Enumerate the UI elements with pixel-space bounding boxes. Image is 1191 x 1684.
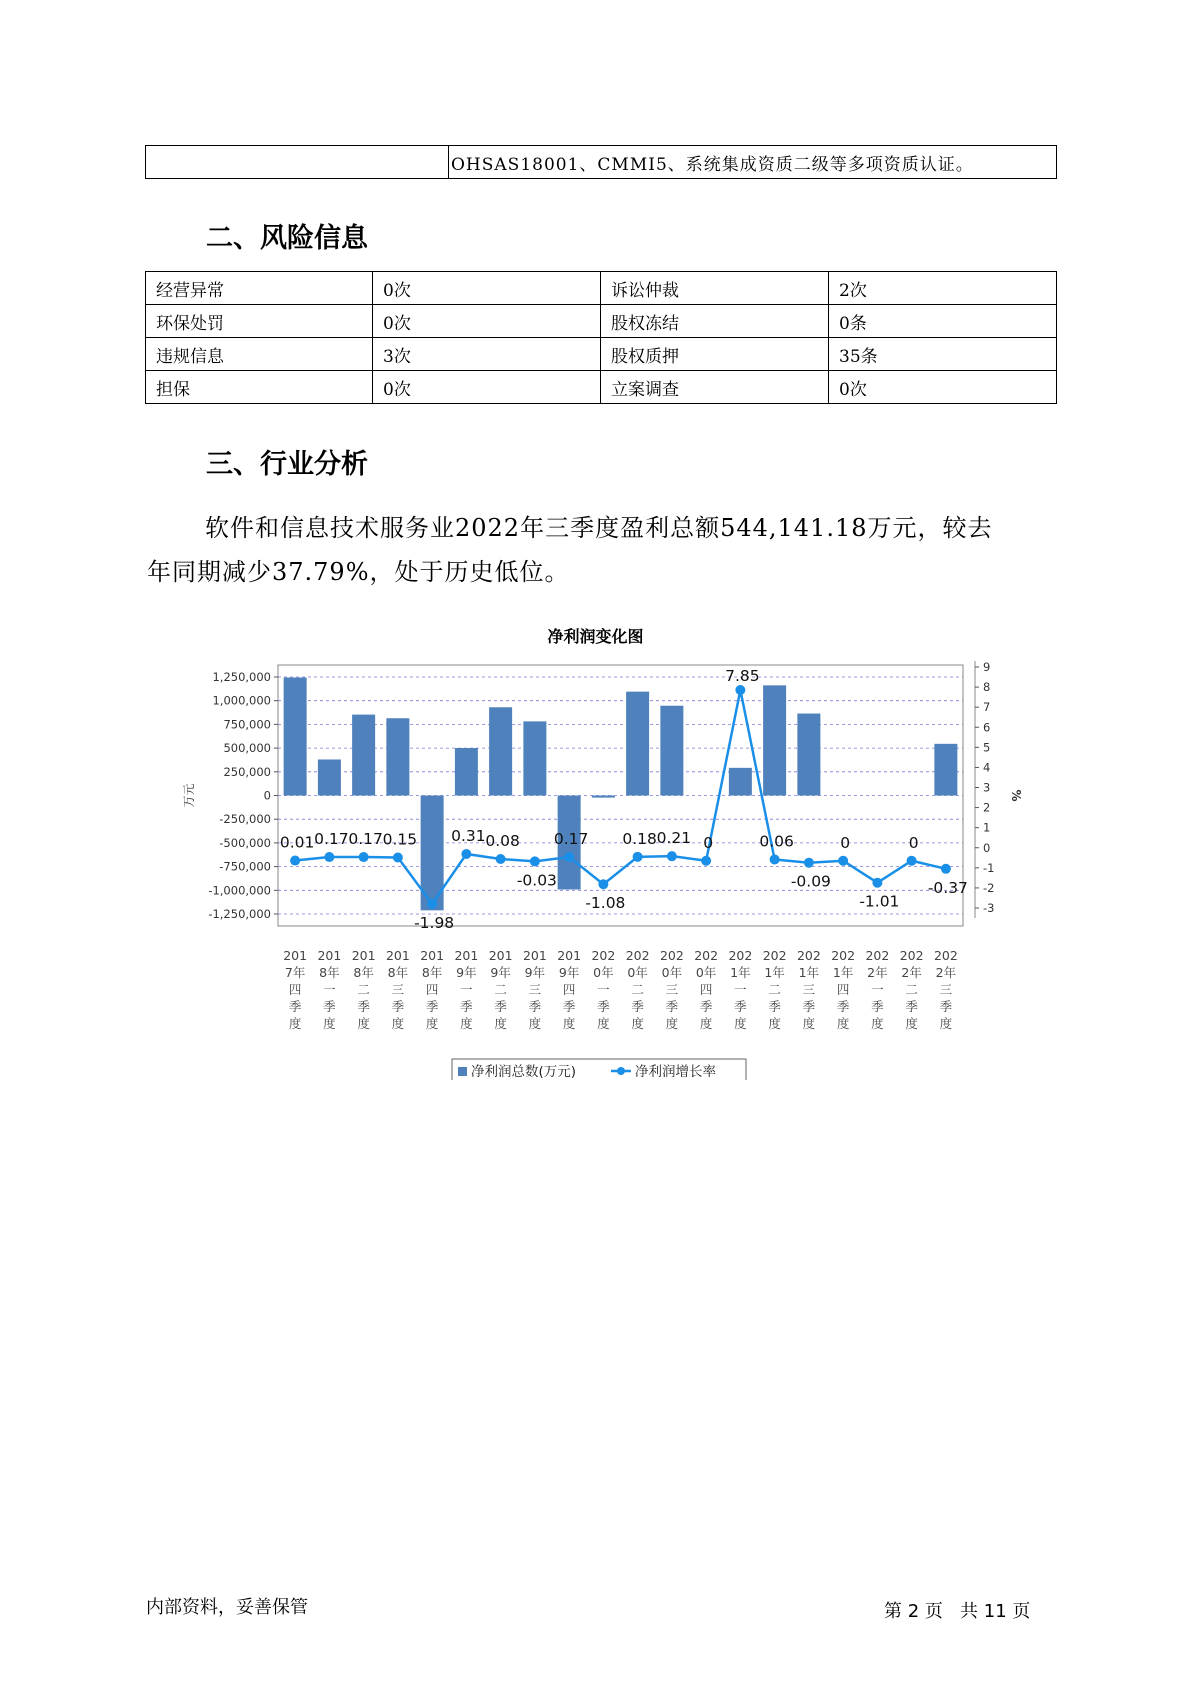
y2-tick-label: 7 — [983, 700, 991, 715]
data-label: 0.17 — [348, 830, 383, 849]
y-tick-label: 500,000 — [223, 741, 271, 756]
data-label: 0 — [840, 833, 851, 852]
x-tick-label: 2年 — [901, 965, 922, 980]
growth-point — [530, 856, 540, 866]
x-tick-label: 季 — [734, 999, 747, 1014]
legend-bar-swatch — [458, 1067, 467, 1076]
analysis-paragraph-line2: 年同期减少37.79%，处于历史低位。 — [147, 558, 570, 586]
x-tick-label: 度 — [905, 1016, 918, 1031]
growth-point — [359, 852, 369, 862]
x-tick-label: 202 — [728, 948, 753, 963]
x-tick-label: 度 — [357, 1016, 370, 1031]
x-tick-label: 202 — [762, 948, 787, 963]
x-tick-label: 季 — [597, 999, 610, 1014]
x-tick-label: 一 — [460, 982, 473, 997]
bar — [284, 678, 307, 796]
growth-point — [324, 852, 334, 862]
risk-row — [146, 272, 1057, 305]
y-tick-label: 250,000 — [223, 764, 271, 779]
x-tick-label: 8年 — [319, 965, 340, 980]
data-label: 0.18 — [622, 829, 657, 848]
y-tick-label: 0 — [263, 788, 271, 803]
x-tick-label: 9年 — [490, 965, 511, 980]
x-tick-label: 度 — [939, 1016, 953, 1031]
growth-point — [872, 878, 882, 888]
risk-row — [146, 371, 1057, 404]
bar — [934, 744, 957, 796]
data-label: 0.31 — [451, 827, 486, 846]
x-tick-label: 四 — [836, 982, 850, 997]
data-label: 0.01 — [279, 833, 315, 852]
bar — [489, 707, 512, 795]
x-tick-label: 三 — [528, 982, 542, 997]
data-label: -0.37 — [927, 878, 968, 897]
x-tick-label: 季 — [699, 999, 713, 1014]
x-tick-label: 0年 — [593, 965, 614, 980]
x-tick-label: 度 — [768, 1016, 781, 1031]
x-tick-label: 0年 — [661, 965, 683, 980]
x-tick-label: 度 — [494, 1016, 507, 1031]
x-tick-label: 季 — [528, 999, 542, 1014]
x-tick-label: 一 — [871, 982, 884, 997]
x-tick-label: 1年 — [730, 965, 751, 980]
top-table — [145, 145, 1057, 179]
x-tick-label: 8年 — [353, 965, 374, 980]
legend-line-label: 净利润增长率 — [635, 1064, 716, 1080]
x-tick-label: 一 — [597, 982, 610, 997]
analysis-paragraph-line1: 软件和信息技术服务业2022年三季度盈利总额544,141.18万元，较去 — [205, 514, 993, 542]
x-tick-label: 7年 — [284, 965, 306, 980]
growth-point — [598, 879, 608, 889]
x-tick-label: 201 — [420, 948, 445, 963]
growth-point — [804, 858, 814, 868]
x-tick-label: 季 — [425, 999, 439, 1014]
risk-label: 担保 — [146, 371, 373, 404]
top-table-right-cell: OHSAS18001、CMMI5、系统集成资质二级等多项资质认证。 — [449, 146, 1057, 179]
x-tick-label: 季 — [357, 999, 370, 1014]
x-tick-label: 季 — [768, 999, 781, 1014]
risk-label: 股权质押 — [601, 338, 829, 371]
data-label: 0.21 — [656, 829, 692, 848]
data-label: 0.17 — [314, 830, 349, 849]
y-tick-label: -500,000 — [219, 835, 271, 850]
x-tick-label: 度 — [699, 1016, 713, 1031]
net-profit-chart — [0, 650, 1191, 1080]
y2-tick-label: 4 — [983, 760, 991, 775]
data-label: 0 — [703, 833, 714, 852]
x-tick-label: 202 — [831, 948, 856, 963]
y2-axis-label: % — [1009, 789, 1023, 802]
x-tick-label: 二 — [494, 982, 507, 997]
x-tick-label: 四 — [699, 982, 713, 997]
data-label: 0.06 — [759, 832, 794, 851]
data-label: 0 — [908, 833, 919, 852]
x-tick-label: 202 — [694, 948, 719, 963]
y-tick-label: 750,000 — [223, 717, 271, 732]
y-tick-label: -250,000 — [219, 812, 271, 827]
section2-heading: 二、风险信息 — [206, 223, 368, 254]
x-tick-label: 202 — [591, 948, 616, 963]
risk-value: 0次 — [373, 272, 601, 305]
bar — [352, 715, 375, 796]
y2-tick-label: -1 — [983, 860, 995, 875]
x-tick-label: 0年 — [695, 965, 717, 980]
x-tick-label: 度 — [288, 1016, 302, 1031]
x-tick-label: 二 — [631, 982, 644, 997]
x-tick-label: 202 — [796, 948, 821, 963]
y2-tick-label: 9 — [983, 660, 991, 674]
y2-tick-label: 1 — [983, 820, 991, 835]
risk-value: 0次 — [373, 371, 601, 404]
growth-point — [838, 856, 848, 866]
risk-value: 0条 — [829, 305, 1057, 338]
x-tick-label: 度 — [391, 1016, 405, 1031]
growth-point — [290, 856, 300, 866]
x-tick-label: 1年 — [832, 965, 854, 980]
y2-tick-label: 2 — [983, 800, 991, 815]
bar — [797, 714, 820, 796]
x-tick-label: 度 — [562, 1016, 576, 1031]
x-tick-label: 季 — [460, 999, 473, 1014]
bar — [455, 748, 478, 796]
data-label: -1.01 — [859, 892, 900, 911]
x-tick-label: 一 — [323, 982, 336, 997]
footer-left: 内部资料，妥善保管 — [146, 1597, 308, 1618]
risk-row — [146, 338, 1057, 371]
y-tick-label: -750,000 — [219, 859, 271, 874]
x-tick-label: 2年 — [935, 965, 957, 980]
x-tick-label: 季 — [562, 999, 576, 1014]
risk-value: 3次 — [373, 338, 601, 371]
x-tick-label: 201 — [454, 948, 479, 963]
risk-table — [145, 271, 1057, 404]
legend-line-marker — [617, 1067, 625, 1075]
x-tick-label: 201 — [317, 948, 342, 963]
data-label: 7.85 — [725, 667, 760, 686]
growth-point — [907, 856, 917, 866]
x-tick-label: 三 — [939, 982, 953, 997]
x-tick-label: 0年 — [627, 965, 648, 980]
y2-tick-label: -3 — [983, 901, 995, 915]
bar — [626, 692, 649, 796]
x-tick-label: 201 — [351, 948, 376, 963]
x-tick-label: 二 — [905, 982, 918, 997]
x-tick-label: 季 — [323, 999, 336, 1014]
risk-value: 35条 — [829, 338, 1057, 371]
risk-label: 股权冻结 — [601, 305, 829, 338]
legend-bar-label: 净利润总数(万元) — [471, 1064, 577, 1080]
x-tick-label: 季 — [391, 999, 405, 1014]
x-tick-label: 度 — [460, 1016, 473, 1031]
growth-point — [667, 851, 677, 861]
x-tick-label: 度 — [871, 1016, 884, 1031]
y2-tick-label: -2 — [983, 880, 995, 895]
growth-point — [427, 899, 437, 909]
x-tick-label: 8年 — [421, 965, 443, 980]
x-tick-label: 2年 — [867, 965, 888, 980]
x-tick-label: 度 — [836, 1016, 850, 1031]
x-tick-label: 201 — [283, 948, 308, 963]
x-tick-label: 四 — [425, 982, 439, 997]
data-label: 0.15 — [382, 830, 418, 849]
x-tick-label: 202 — [659, 948, 684, 963]
x-tick-label: 四 — [562, 982, 576, 997]
growth-point — [393, 852, 403, 862]
bar — [386, 718, 409, 795]
x-tick-label: 9年 — [456, 965, 477, 980]
x-tick-label: 9年 — [558, 965, 580, 980]
data-label: 0.08 — [485, 832, 520, 851]
x-tick-label: 三 — [391, 982, 405, 997]
x-tick-label: 202 — [625, 948, 650, 963]
risk-label: 诉讼仲裁 — [601, 272, 829, 305]
risk-row — [146, 305, 1057, 338]
x-tick-label: 201 — [488, 948, 513, 963]
risk-value: 2次 — [829, 272, 1057, 305]
bar — [729, 768, 752, 796]
x-tick-label: 四 — [288, 982, 302, 997]
risk-label: 环保处罚 — [146, 305, 373, 338]
data-label: -1.08 — [585, 894, 626, 913]
data-label: -0.03 — [516, 871, 557, 890]
growth-point — [496, 854, 506, 864]
x-tick-label: 1年 — [764, 965, 785, 980]
risk-label: 经营异常 — [146, 272, 373, 305]
x-tick-label: 季 — [494, 999, 507, 1014]
bar — [592, 796, 615, 798]
x-tick-label: 1年 — [798, 965, 820, 980]
x-tick-label: 季 — [871, 999, 884, 1014]
x-tick-label: 度 — [734, 1016, 747, 1031]
x-tick-label: 8年 — [387, 965, 409, 980]
data-label: -1.98 — [414, 913, 455, 932]
growth-point — [941, 864, 951, 874]
x-tick-label: 二 — [768, 982, 781, 997]
growth-point — [701, 856, 711, 866]
risk-value: 0次 — [829, 371, 1057, 404]
bar — [660, 706, 683, 796]
x-tick-label: 三 — [665, 982, 679, 997]
x-tick-label: 202 — [865, 948, 890, 963]
section3-heading: 三、行业分析 — [206, 449, 368, 480]
x-tick-label: 度 — [323, 1016, 336, 1031]
risk-value: 0次 — [373, 305, 601, 338]
x-tick-label: 度 — [597, 1016, 610, 1031]
data-label: 0.17 — [553, 830, 589, 849]
y-tick-label: 1,250,000 — [212, 670, 271, 684]
x-tick-label: 季 — [939, 999, 953, 1014]
x-tick-label: 201 — [385, 948, 410, 963]
x-tick-label: 度 — [425, 1016, 439, 1031]
growth-point — [564, 852, 574, 862]
x-tick-label: 二 — [357, 982, 370, 997]
bar — [763, 685, 786, 795]
x-tick-label: 201 — [522, 948, 547, 963]
risk-label: 违规信息 — [146, 338, 373, 371]
growth-point — [633, 852, 643, 862]
y2-tick-label: 0 — [983, 840, 991, 855]
bar — [318, 759, 341, 795]
x-tick-label: 202 — [899, 948, 924, 963]
y2-tick-label: 6 — [983, 720, 991, 735]
x-tick-label: 度 — [631, 1016, 644, 1031]
x-tick-label: 季 — [802, 999, 816, 1014]
y2-tick-label: 3 — [983, 780, 991, 795]
x-tick-label: 度 — [528, 1016, 542, 1031]
x-tick-label: 度 — [802, 1016, 816, 1031]
footer-right: 第 2 页 共 11 页 — [884, 1601, 1031, 1622]
y-tick-label: 1,000,000 — [212, 693, 271, 708]
x-tick-label: 季 — [905, 999, 918, 1014]
y2-tick-label: 8 — [983, 680, 991, 695]
y2-tick-label: 5 — [983, 740, 991, 755]
x-tick-label: 季 — [665, 999, 679, 1014]
growth-point — [461, 849, 471, 859]
y-axis-label: 万元 — [182, 783, 196, 808]
x-tick-label: 9年 — [524, 965, 546, 980]
x-tick-label: 一 — [734, 982, 747, 997]
bar — [523, 721, 546, 795]
growth-point — [770, 854, 780, 864]
x-tick-label: 三 — [802, 982, 816, 997]
y-tick-label: -1,250,000 — [208, 907, 271, 921]
y-tick-label: -1,000,000 — [208, 883, 271, 898]
x-tick-label: 201 — [557, 948, 582, 963]
chart-title: 净利润变化图 — [547, 627, 644, 646]
x-tick-label: 季 — [836, 999, 850, 1014]
x-tick-label: 季 — [288, 999, 302, 1014]
growth-point — [735, 685, 745, 695]
risk-label: 立案调查 — [601, 371, 829, 404]
x-tick-label: 202 — [933, 948, 958, 963]
x-tick-label: 度 — [665, 1016, 679, 1031]
data-label: -0.09 — [790, 872, 831, 891]
top-table-left-cell — [146, 146, 449, 179]
x-tick-label: 季 — [631, 999, 644, 1014]
